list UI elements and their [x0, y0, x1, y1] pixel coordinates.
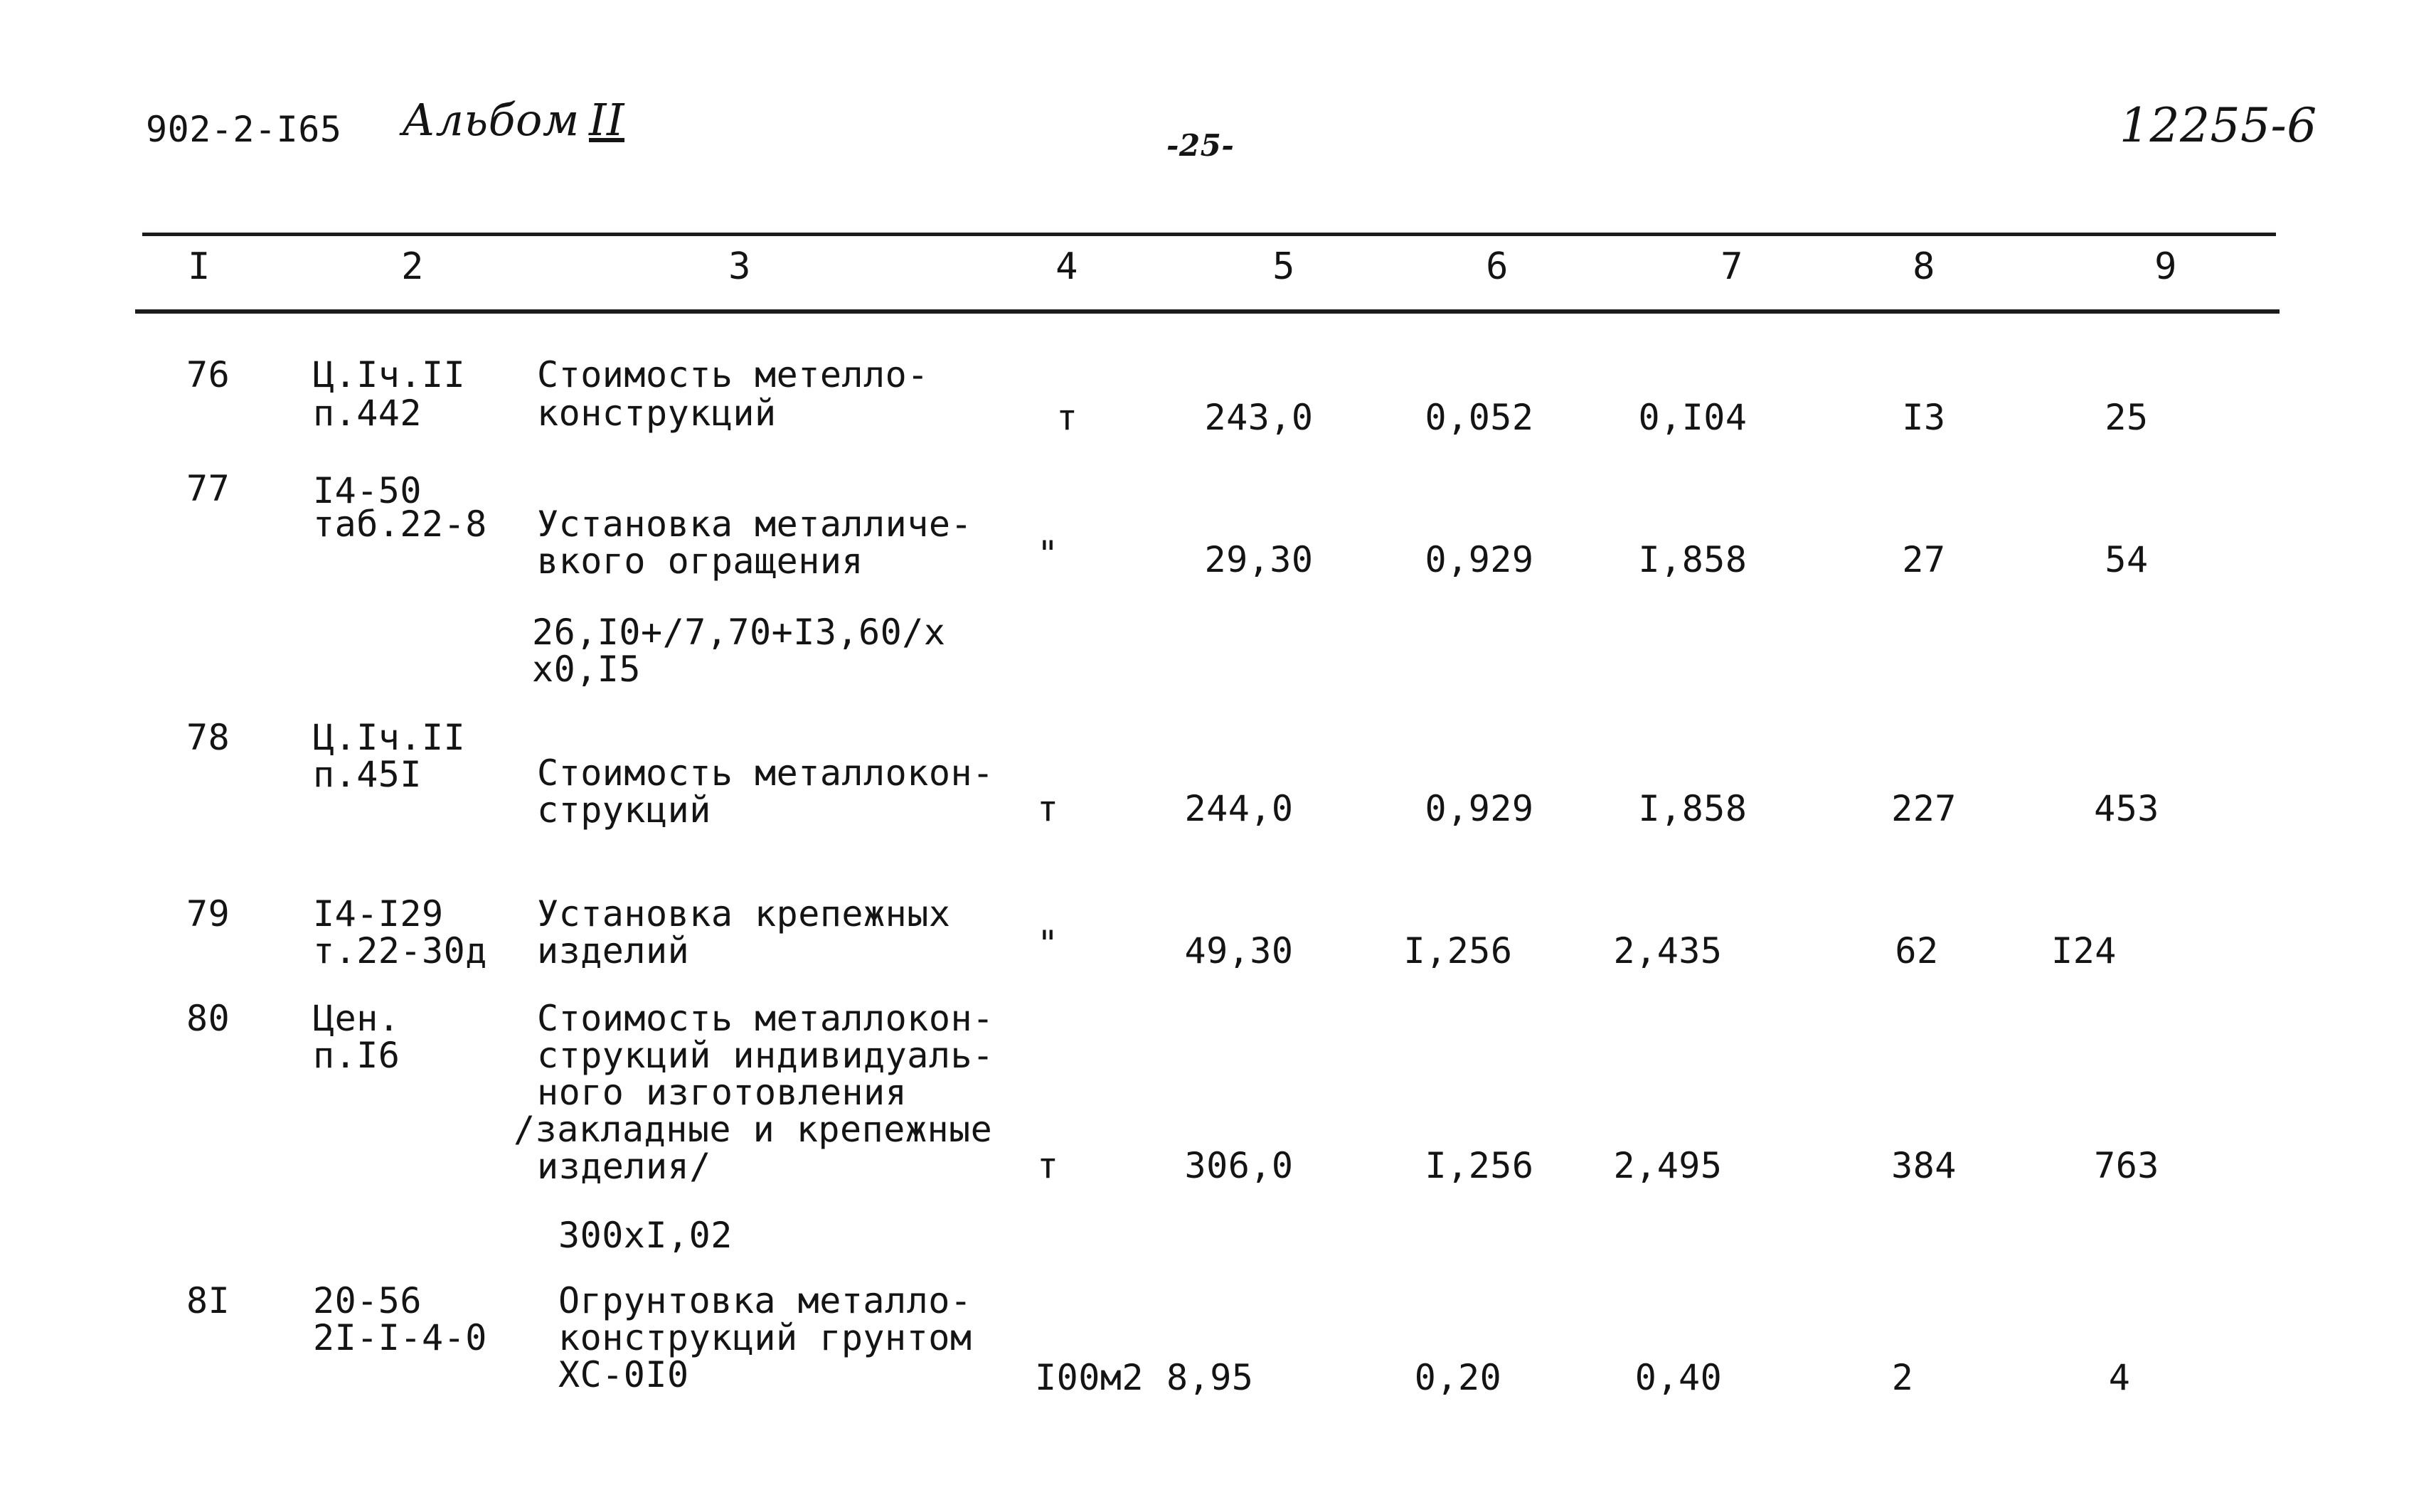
- row-col5: 244,0: [1184, 788, 1294, 829]
- inventory-number: 12255-6: [2119, 98, 2317, 153]
- row-description-line: Стоимость метелло-: [537, 354, 929, 395]
- row-description-line: струкций индивидуаль-: [537, 1035, 994, 1076]
- album-label: Альбом: [402, 94, 580, 146]
- row-col9: 763: [2094, 1145, 2159, 1186]
- row-number: 77: [186, 468, 230, 509]
- row-unit: I00м2: [1035, 1357, 1144, 1398]
- row-col5: 29,30: [1204, 539, 1314, 580]
- row-description-line: Установка металличе-: [537, 504, 973, 545]
- row-unit: т: [1056, 397, 1078, 438]
- row-col5: 306,0: [1184, 1145, 1294, 1186]
- row-unit: т: [1037, 1145, 1059, 1186]
- row-code-line: I4-50: [313, 470, 422, 511]
- row-col6: 0,052: [1425, 397, 1534, 438]
- row-col8: 227: [1891, 788, 1957, 829]
- row-code-line: п.45I: [313, 754, 422, 795]
- row-col5: 243,0: [1204, 397, 1314, 438]
- row-col8: 2: [1891, 1357, 1914, 1398]
- row-col6: I,256: [1403, 930, 1513, 971]
- column-header-6: 6: [1486, 245, 1509, 288]
- album-number: II: [589, 94, 624, 146]
- row-description-line: изделий: [537, 930, 690, 971]
- row-col8: I3: [1902, 397, 1946, 438]
- row-description-line: конструкций грунтом: [558, 1317, 972, 1358]
- row-col6: I,256: [1425, 1145, 1534, 1186]
- row-unit: ": [1037, 923, 1059, 964]
- row-description-line: ХС-0I0: [558, 1354, 689, 1395]
- row-col9: 54: [2105, 539, 2149, 580]
- row-formula-line: 26,I0+/7,70+I3,60/х: [532, 612, 946, 653]
- row-code-line: I4-I29: [313, 893, 444, 935]
- row-col8: 62: [1895, 930, 1939, 971]
- row-number: 8I: [186, 1280, 230, 1321]
- row-description-line: Стоимость металлокон-: [537, 752, 994, 794]
- column-header-8: 8: [1913, 245, 1935, 288]
- row-col9: I24: [2051, 930, 2117, 971]
- column-header-5: 5: [1272, 245, 1295, 288]
- row-formula-line: х0,I5: [532, 649, 642, 690]
- column-header-3: 3: [728, 245, 751, 288]
- column-header-1: I: [188, 245, 211, 288]
- row-code-line: таб.22-8: [313, 504, 487, 545]
- row-code-line: т.22-30д: [313, 930, 487, 971]
- row-number: 76: [186, 354, 230, 395]
- row-code-line: п.442: [313, 393, 422, 434]
- row-description-line: ного изготовления: [537, 1072, 908, 1113]
- column-header-4: 4: [1055, 245, 1078, 288]
- row-col8: 384: [1891, 1145, 1957, 1186]
- row-col9: 453: [2094, 788, 2159, 829]
- row-unit: т: [1037, 788, 1059, 829]
- row-col7: I,858: [1638, 788, 1748, 829]
- row-col8: 27: [1902, 539, 1946, 580]
- row-code-line: п.I6: [313, 1035, 400, 1076]
- row-description-line: Стоимость металлокон-: [537, 998, 994, 1039]
- row-col7: 2,435: [1613, 930, 1723, 971]
- row-col5: 8,95: [1166, 1357, 1254, 1398]
- row-col5: 49,30: [1184, 930, 1294, 971]
- row-col7: 2,495: [1613, 1145, 1723, 1186]
- row-col6: 0,20: [1414, 1357, 1502, 1398]
- row-description-line: конструкций: [537, 393, 777, 434]
- page-number: -25-: [1166, 128, 1235, 163]
- row-code-line: 20-56: [313, 1280, 422, 1321]
- row-col7: 0,40: [1634, 1357, 1723, 1398]
- row-col7: I,858: [1638, 539, 1748, 580]
- row-col6: 0,929: [1425, 539, 1534, 580]
- row-formula-line: 300хI,02: [558, 1215, 733, 1256]
- row-description-line: Установка крепежных: [537, 893, 951, 935]
- row-code-line: Ц.Iч.II: [313, 354, 466, 395]
- row-description-line: /закладные и крепежные: [514, 1109, 993, 1150]
- row-col6: 0,929: [1425, 788, 1534, 829]
- row-code-line: Цен.: [313, 998, 400, 1039]
- row-col9: 4: [2108, 1357, 2131, 1398]
- header-bottom-rule: [135, 309, 2280, 314]
- row-description-line: изделия/: [537, 1146, 711, 1187]
- row-code-line: Ц.Iч.II: [313, 717, 466, 758]
- row-description-line: Огрунтовка металло-: [558, 1280, 972, 1321]
- row-number: 79: [186, 893, 230, 935]
- table-top-rule: [142, 233, 2276, 236]
- row-col9: 25: [2105, 397, 2149, 438]
- row-description-line: струкций: [537, 789, 711, 831]
- row-code-line: 2I-I-4-0: [313, 1317, 487, 1358]
- column-header-7: 7: [1720, 245, 1743, 288]
- row-number: 78: [186, 717, 230, 758]
- column-header-9: 9: [2154, 245, 2177, 288]
- column-header-2: 2: [401, 245, 424, 288]
- row-number: 80: [186, 998, 230, 1039]
- row-unit: ": [1037, 533, 1059, 575]
- row-description-line: вкого огращения: [537, 541, 864, 582]
- doc-number: 902-2-I65: [146, 109, 342, 150]
- row-col7: 0,I04: [1638, 397, 1748, 438]
